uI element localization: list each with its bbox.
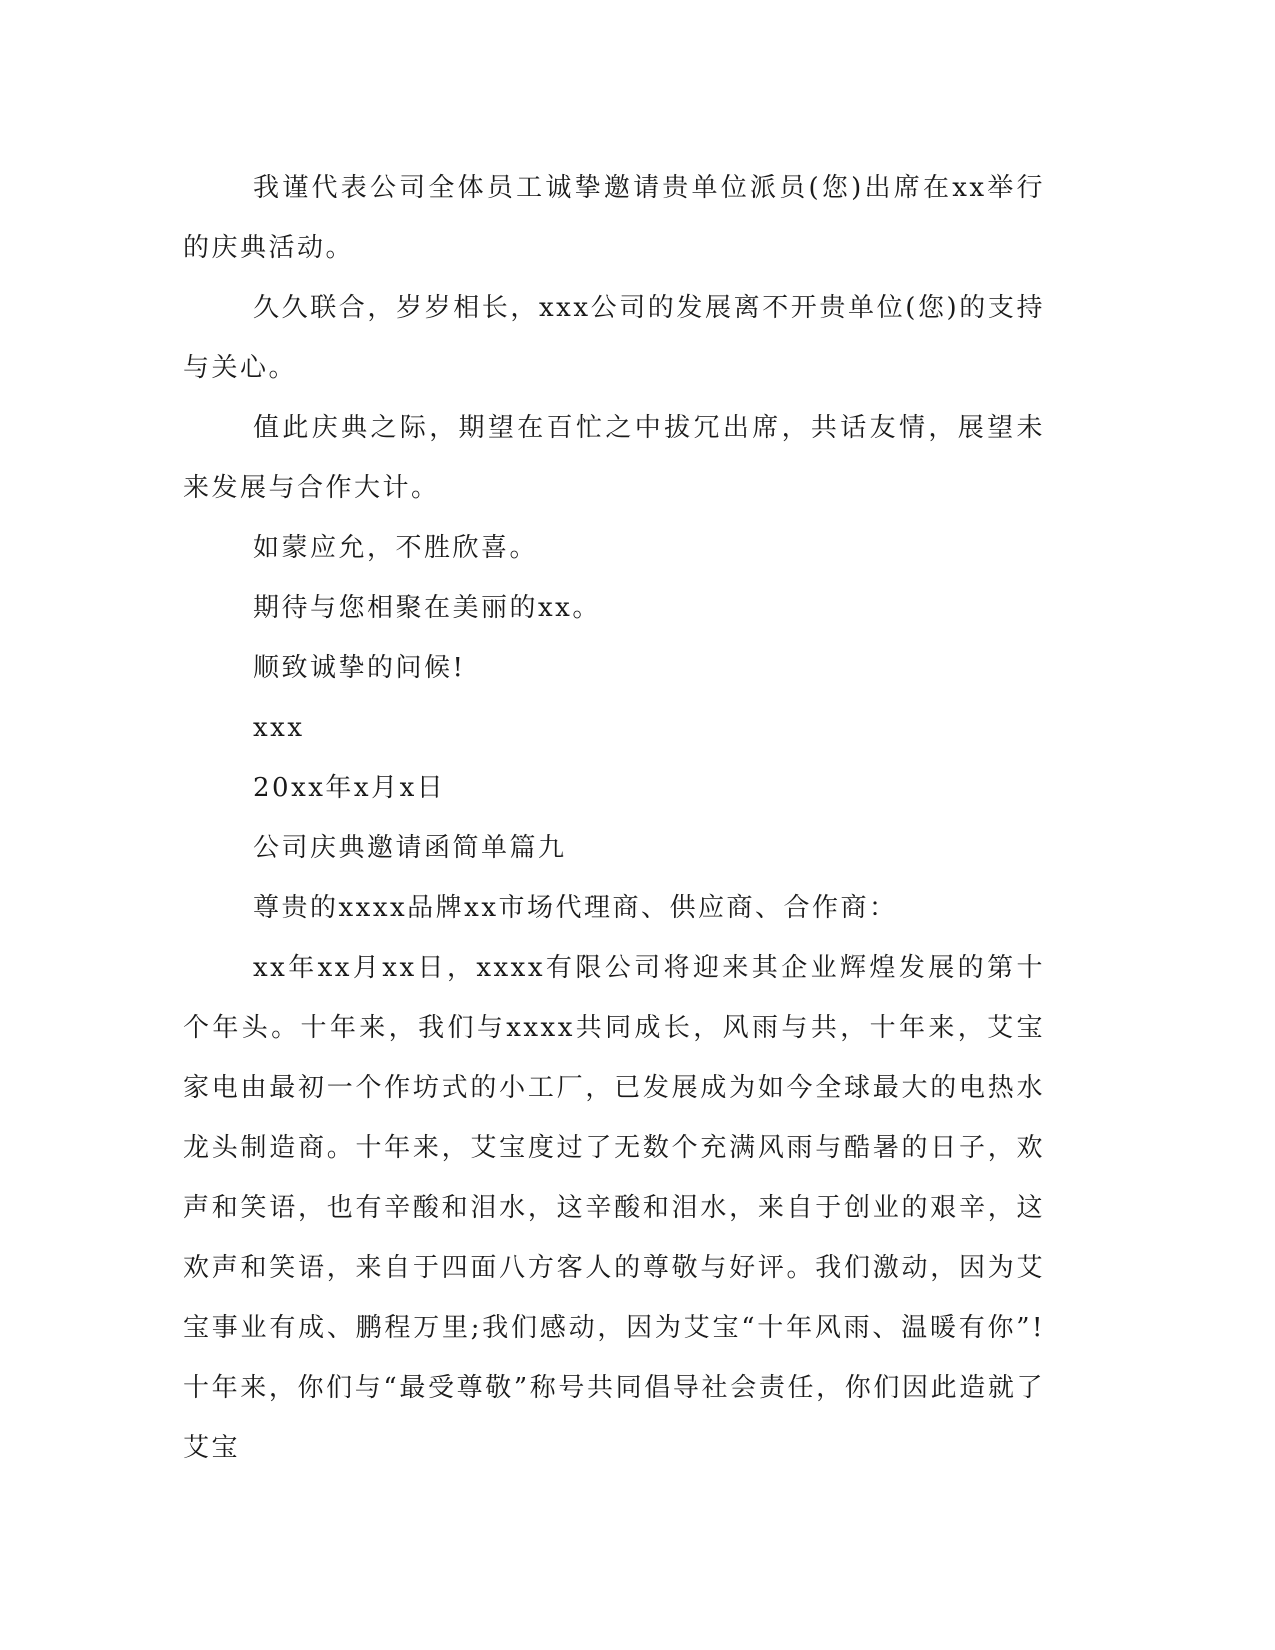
section-title: 公司庆典邀请函简单篇九 (253, 833, 567, 863)
signature-date: 20xx年x月x日 (253, 773, 446, 803)
paragraph-anniversary: xx年xx月xx日，xxxx有限公司将迎来其企业辉煌发展的第十个年头。十年来，我们与xxxx共同成长，风雨与共，十年来，艾宝家电由最初一个作坊式的小工厂，已发展成为如今全球最大的电热水龙头制造商。十年来，艾宝度过了无数个充满风雨与酷暑的日子，欢声和笑语，也有辛酸和泪水，这辛酸和泪水，来自于创业的艰辛，这欢声和笑语，来自于四面八方客人的尊敬与好评。我们激动，因为艾宝事业有成、鹏程万里;我们感动，因为艾宝“十年风雨、温暖有你”!十年来，你们与“最受尊敬”称号共同倡导社会责任，你们因此造就了艾宝 (183, 953, 1045, 1463)
document-body (183, 158, 1045, 1478)
salutation: 尊贵的xxxx品牌xx市场代理商、供应商、合作商： (253, 893, 898, 923)
paragraph-invitation: 我谨代表公司全体员工诚挚邀请贵单位派员(您)出席在xx举行的庆典活动。 (183, 173, 1045, 263)
closing-greeting: 顺致诚挚的问候! (253, 653, 466, 683)
paragraph-meet: 期待与您相聚在美丽的xx。 (253, 593, 601, 623)
signature-name: xxx (253, 713, 305, 743)
paragraph-support: 久久联合，岁岁相长，xxx公司的发展离不开贵单位(您)的支持与关心。 (183, 293, 1045, 383)
paragraph-celebration: 值此庆典之际，期望在百忙之中拔冗出席，共话友情，展望未来发展与合作大计。 (183, 413, 1045, 503)
paragraph-acceptance: 如蒙应允，不胜欣喜。 (253, 533, 539, 563)
